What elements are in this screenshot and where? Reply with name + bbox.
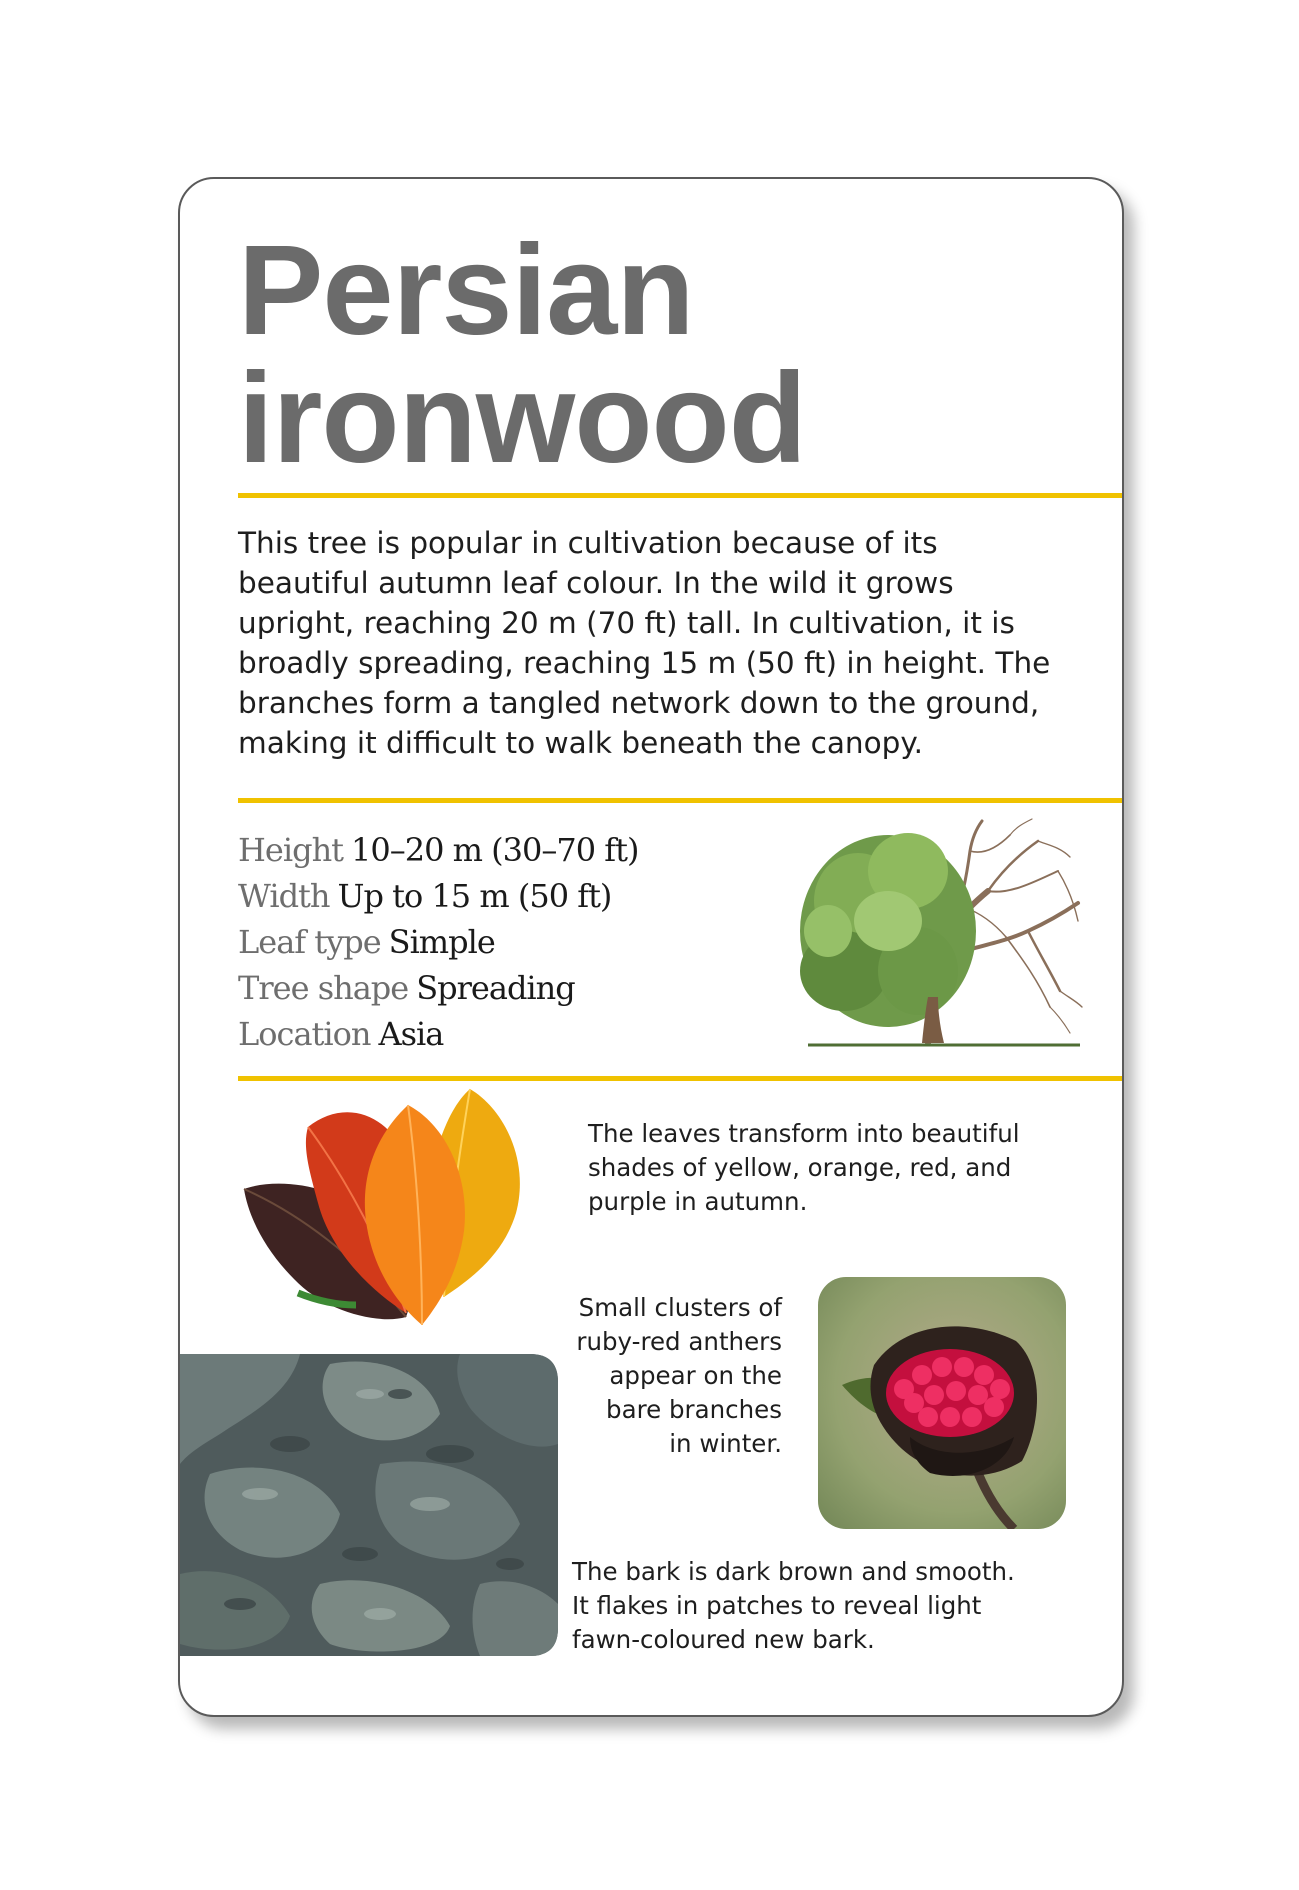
fact-label: Leaf type: [238, 923, 381, 961]
fact-tree-shape: [238, 965, 638, 1011]
fact-location: [238, 1011, 638, 1057]
fact-height: [238, 827, 638, 873]
leaves-caption: [588, 1117, 1020, 1219]
caption-line: purple in autumn.: [588, 1187, 808, 1216]
fact-value: Asia: [378, 1015, 444, 1053]
page-title: [238, 219, 806, 490]
caption-line: The leaves transform into beautiful: [588, 1119, 1020, 1148]
fact-leaf-type: [238, 919, 638, 965]
divider-rule: [238, 493, 1122, 498]
fact-list: [238, 827, 638, 1057]
bark-photo: [180, 1354, 558, 1656]
caption-line: appear on the: [609, 1361, 782, 1390]
caption-line: shades of yellow, orange, red, and: [588, 1153, 1012, 1182]
caption-line: bare branches: [606, 1395, 782, 1424]
title-line-1: Persian: [238, 219, 694, 362]
caption-line: fawn-coloured new bark.: [572, 1625, 875, 1654]
caption-line: Small clusters of: [578, 1293, 782, 1322]
intro-paragraph: This tree is popular in cultivation because of its beautiful autumn leaf colour. In the wild it grows upright, reaching 20 m (70 ft) tall. In cultivation, it is broadly spreading, reaching 15 m (50 ft) in height. The branches form a tangled network down to the ground, making it difficult to walk beneath the canopy.: [238, 526, 1051, 760]
fact-label: Tree shape: [238, 969, 409, 1007]
divider-rule: [238, 798, 1122, 803]
fact-value: Up to 15 m (50 ft): [337, 877, 612, 915]
fact-label: Location: [238, 1015, 371, 1053]
fact-value: Spreading: [416, 969, 575, 1007]
fact-label: Height: [238, 831, 344, 869]
caption-line: The bark is dark brown and smooth.: [572, 1557, 1015, 1586]
title-line-2: ironwood: [238, 347, 806, 490]
fact-value: Simple: [388, 923, 495, 961]
fact-value: 10–20 m (30–70 ft): [351, 831, 639, 869]
caption-line: ruby-red anthers: [576, 1327, 782, 1356]
tree-illustration: [788, 811, 1088, 1051]
caption-line: in winter.: [669, 1429, 782, 1458]
fact-label: Width: [238, 877, 330, 915]
caption-line: It flakes in patches to reveal light: [572, 1591, 982, 1620]
fact-width: [238, 873, 638, 919]
anther-flower-photo: [818, 1277, 1066, 1529]
species-card: [178, 177, 1124, 1717]
bark-caption: [572, 1555, 1015, 1657]
